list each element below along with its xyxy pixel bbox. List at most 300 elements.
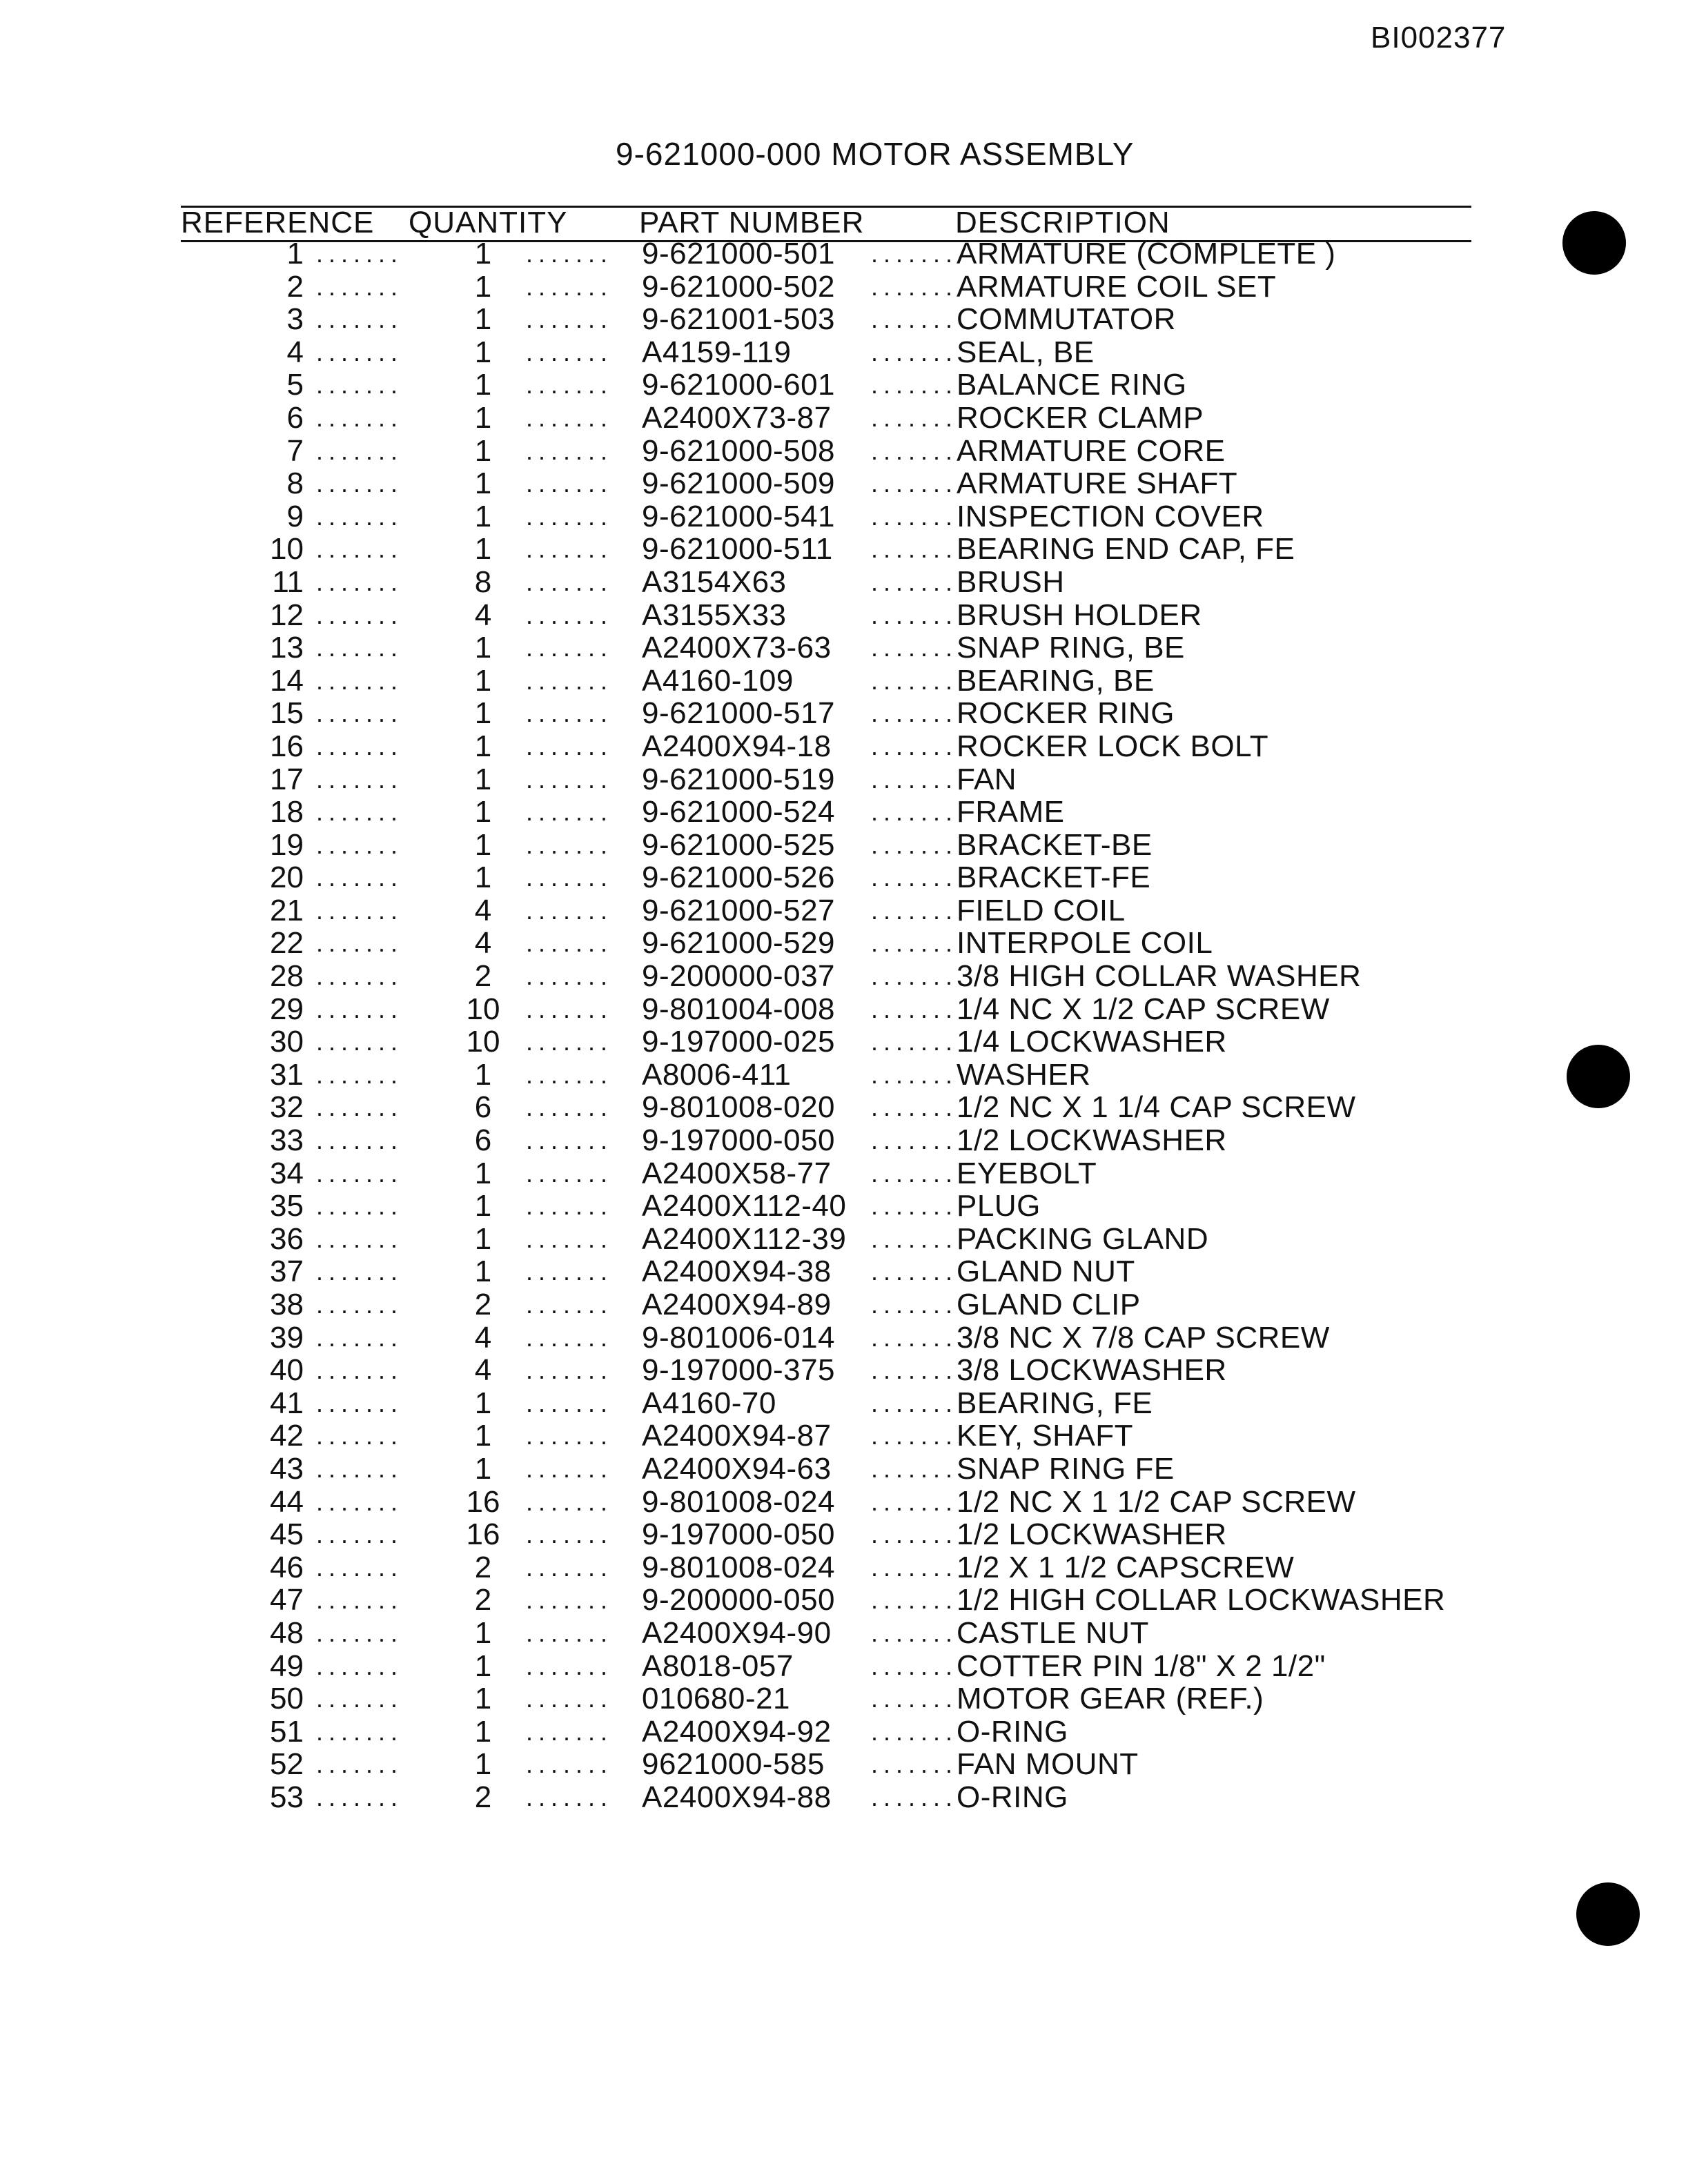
leader-dots: ....... bbox=[526, 337, 614, 366]
leader-dots: ....... bbox=[526, 239, 614, 268]
leader-dots: ....... bbox=[526, 863, 614, 892]
leader-dots: ....... bbox=[871, 731, 959, 760]
leader-dots: ....... bbox=[316, 765, 404, 794]
row-reference: 10 bbox=[270, 532, 304, 567]
table-row bbox=[0, 763, 1686, 796]
leader-dots: ....... bbox=[871, 1618, 959, 1647]
leader-dots: ....... bbox=[316, 1586, 404, 1615]
leader-dots: ....... bbox=[526, 305, 614, 334]
leader-dots: ....... bbox=[526, 371, 614, 400]
table-row bbox=[0, 1354, 1686, 1387]
leader-dots: ....... bbox=[526, 1388, 614, 1417]
row-reference: 18 bbox=[270, 795, 304, 829]
leader-dots: ....... bbox=[871, 305, 959, 334]
leader-dots: ....... bbox=[316, 1782, 404, 1811]
table-row bbox=[0, 796, 1686, 829]
row-quantity: 10 bbox=[466, 992, 500, 1026]
row-part-number: 9-801008-024 bbox=[642, 1550, 836, 1584]
row-description: BEARING END CAP, FE bbox=[957, 532, 1295, 567]
leader-dots: ....... bbox=[526, 1192, 614, 1221]
leader-dots: ....... bbox=[871, 994, 959, 1023]
parts-list bbox=[0, 237, 1686, 1814]
table-row bbox=[0, 1223, 1686, 1256]
row-quantity: 1 bbox=[474, 499, 492, 533]
row-description: MOTOR GEAR (REF.) bbox=[957, 1682, 1264, 1716]
leader-dots: ....... bbox=[871, 1782, 959, 1811]
row-quantity: 6 bbox=[474, 1123, 492, 1158]
row-reference: 29 bbox=[270, 992, 304, 1026]
row-reference: 8 bbox=[286, 466, 304, 501]
row-quantity: 1 bbox=[474, 269, 492, 304]
row-part-number: A2400X94-90 bbox=[642, 1615, 832, 1650]
row-quantity: 1 bbox=[474, 729, 492, 763]
row-part-number: 9-621000-508 bbox=[642, 433, 836, 468]
leader-dots: ....... bbox=[526, 1651, 614, 1680]
row-quantity: 8 bbox=[474, 564, 492, 599]
row-quantity: 1 bbox=[474, 1057, 492, 1092]
table-row bbox=[0, 993, 1686, 1026]
leader-dots: ....... bbox=[316, 1159, 404, 1188]
row-description: PACKING GLAND bbox=[957, 1221, 1209, 1256]
leader-dots: ....... bbox=[316, 1323, 404, 1352]
leader-dots: ....... bbox=[316, 1027, 404, 1056]
leader-dots: ....... bbox=[526, 436, 614, 465]
table-row bbox=[0, 402, 1686, 435]
leader-dots: ....... bbox=[526, 1487, 614, 1516]
row-part-number: 9-621000-517 bbox=[642, 696, 836, 731]
row-quantity: 1 bbox=[474, 302, 492, 337]
leader-dots: ....... bbox=[526, 1684, 614, 1713]
leader-dots: ....... bbox=[871, 1553, 959, 1582]
row-quantity: 4 bbox=[474, 1353, 492, 1388]
leader-dots: ....... bbox=[871, 830, 959, 859]
row-quantity: 1 bbox=[474, 335, 492, 369]
leader-dots: ....... bbox=[316, 1520, 404, 1549]
table-row bbox=[0, 1748, 1686, 1781]
row-reference: 32 bbox=[270, 1090, 304, 1125]
table-row bbox=[0, 1650, 1686, 1683]
row-reference: 15 bbox=[270, 696, 304, 731]
leader-dots: ....... bbox=[526, 469, 614, 498]
row-part-number: 9-621000-525 bbox=[642, 827, 836, 862]
leader-dots: ....... bbox=[316, 1192, 404, 1221]
row-description: 1/2 HIGH COLLAR LOCKWASHER bbox=[957, 1583, 1446, 1617]
row-reference: 31 bbox=[270, 1057, 304, 1092]
table-row bbox=[0, 861, 1686, 894]
table-row bbox=[0, 631, 1686, 665]
table-row bbox=[0, 1190, 1686, 1223]
row-reference: 35 bbox=[270, 1189, 304, 1223]
table-row bbox=[0, 1288, 1686, 1321]
leader-dots: ....... bbox=[316, 1618, 404, 1647]
row-quantity: 10 bbox=[466, 1025, 500, 1059]
leader-dots: ....... bbox=[526, 1093, 614, 1122]
table-row bbox=[0, 1124, 1686, 1157]
row-part-number: 9-197000-025 bbox=[642, 1025, 836, 1059]
table-row bbox=[0, 368, 1686, 402]
row-description: PLUG bbox=[957, 1189, 1041, 1223]
leader-dots: ....... bbox=[316, 239, 404, 268]
row-quantity: 1 bbox=[474, 1615, 492, 1650]
leader-dots: ....... bbox=[526, 272, 614, 301]
table-row bbox=[0, 270, 1686, 304]
leader-dots: ....... bbox=[316, 731, 404, 760]
row-part-number: A2400X94-63 bbox=[642, 1451, 832, 1486]
header-reference: REFERENCE bbox=[181, 206, 375, 239]
document-id: BI002377 bbox=[1371, 21, 1507, 55]
row-quantity: 2 bbox=[474, 1288, 492, 1321]
row-part-number: A4160-109 bbox=[642, 663, 794, 698]
row-description: INTERPOLE COIL bbox=[957, 926, 1213, 961]
leader-dots: ....... bbox=[871, 1750, 959, 1779]
leader-dots: ....... bbox=[316, 1290, 404, 1319]
row-part-number: A3154X63 bbox=[642, 564, 787, 599]
table-row bbox=[0, 435, 1686, 468]
row-part-number: A2400X73-63 bbox=[642, 631, 832, 665]
leader-dots: ....... bbox=[526, 1782, 614, 1811]
leader-dots: ....... bbox=[526, 1586, 614, 1615]
leader-dots: ....... bbox=[526, 1618, 614, 1647]
row-description: ARMATURE (COMPLETE ) bbox=[957, 237, 1336, 270]
row-part-number: A2400X94-87 bbox=[642, 1419, 832, 1453]
table-row bbox=[0, 1059, 1686, 1092]
row-reference: 41 bbox=[270, 1386, 304, 1420]
table-row bbox=[0, 1584, 1686, 1617]
leader-dots: ....... bbox=[526, 1553, 614, 1582]
row-description: 1/4 LOCKWASHER bbox=[957, 1025, 1227, 1059]
leader-dots: ....... bbox=[316, 1356, 404, 1385]
row-quantity: 1 bbox=[474, 1451, 492, 1486]
leader-dots: ....... bbox=[871, 1717, 959, 1746]
row-quantity: 1 bbox=[474, 1189, 492, 1223]
row-part-number: A2400X94-88 bbox=[642, 1780, 832, 1814]
row-description: FAN bbox=[957, 762, 1017, 796]
row-part-number: 9-197000-050 bbox=[642, 1123, 836, 1158]
row-reference: 11 bbox=[272, 564, 304, 599]
table-row bbox=[0, 894, 1686, 927]
row-description: ARMATURE COIL SET bbox=[957, 269, 1277, 304]
leader-dots: ....... bbox=[526, 600, 614, 629]
leader-dots: ....... bbox=[871, 371, 959, 400]
row-description: ROCKER LOCK BOLT bbox=[957, 729, 1269, 763]
leader-dots: ....... bbox=[316, 272, 404, 301]
leader-dots: ....... bbox=[871, 502, 959, 531]
row-quantity: 1 bbox=[474, 237, 492, 270]
row-part-number: 9-197000-375 bbox=[642, 1353, 836, 1388]
row-reference: 33 bbox=[270, 1123, 304, 1158]
table-row bbox=[0, 1387, 1686, 1420]
table-row bbox=[0, 1682, 1686, 1715]
leader-dots: ....... bbox=[526, 1027, 614, 1056]
table-row bbox=[0, 829, 1686, 862]
row-reference: 53 bbox=[270, 1780, 304, 1814]
row-reference: 17 bbox=[270, 762, 304, 796]
row-part-number: A4159-119 bbox=[642, 335, 792, 369]
leader-dots: ....... bbox=[526, 731, 614, 760]
row-reference: 9 bbox=[286, 499, 304, 533]
leader-dots: ....... bbox=[871, 1684, 959, 1713]
row-reference: 39 bbox=[270, 1320, 304, 1355]
row-reference: 21 bbox=[270, 893, 304, 927]
row-description: COMMUTATOR bbox=[957, 302, 1176, 337]
row-description: FIELD COIL bbox=[957, 893, 1126, 927]
leader-dots: ....... bbox=[871, 1454, 959, 1483]
row-quantity: 1 bbox=[474, 400, 492, 435]
row-description: INSPECTION COVER bbox=[957, 499, 1264, 533]
row-part-number: A3155X33 bbox=[642, 598, 787, 632]
row-reference: 44 bbox=[270, 1484, 304, 1519]
table-row bbox=[0, 1255, 1686, 1288]
row-quantity: 1 bbox=[474, 1419, 492, 1453]
leader-dots: ....... bbox=[871, 239, 959, 268]
row-description: SNAP RING, BE bbox=[957, 631, 1185, 665]
row-quantity: 1 bbox=[474, 827, 492, 862]
leader-dots: ....... bbox=[316, 1553, 404, 1582]
leader-dots: ....... bbox=[526, 1159, 614, 1188]
table-row bbox=[0, 665, 1686, 698]
table-row bbox=[0, 237, 1686, 270]
header-description: DESCRIPTION bbox=[955, 206, 1170, 239]
row-description: BALANCE RING bbox=[957, 368, 1187, 402]
leader-dots: ....... bbox=[871, 1027, 959, 1056]
row-description: 1/2 NC X 1 1/4 CAP SCREW bbox=[957, 1090, 1356, 1125]
leader-dots: ....... bbox=[871, 765, 959, 794]
leader-dots: ....... bbox=[526, 1520, 614, 1549]
row-description: 1/2 X 1 1/2 CAPSCREW bbox=[957, 1550, 1295, 1584]
row-reference: 12 bbox=[270, 598, 304, 632]
leader-dots: ....... bbox=[871, 1159, 959, 1188]
row-quantity: 6 bbox=[474, 1090, 492, 1125]
row-reference: 43 bbox=[270, 1451, 304, 1486]
table-row bbox=[0, 599, 1686, 632]
leader-dots: ....... bbox=[871, 863, 959, 892]
leader-dots: ....... bbox=[526, 1126, 614, 1155]
table-row bbox=[0, 1715, 1686, 1749]
leader-dots: ....... bbox=[316, 1224, 404, 1253]
row-reference: 50 bbox=[270, 1682, 304, 1716]
row-part-number: 9-200000-037 bbox=[642, 959, 836, 994]
leader-dots: ....... bbox=[871, 1060, 959, 1089]
leader-dots: ....... bbox=[316, 502, 404, 531]
row-quantity: 4 bbox=[474, 1320, 492, 1355]
row-description: ROCKER CLAMP bbox=[957, 400, 1204, 435]
leader-dots: ....... bbox=[871, 436, 959, 465]
row-quantity: 1 bbox=[474, 1682, 492, 1716]
leader-dots: ....... bbox=[316, 1093, 404, 1122]
row-reference: 1 bbox=[286, 237, 304, 270]
table-row bbox=[0, 336, 1686, 369]
leader-dots: ....... bbox=[526, 994, 614, 1023]
leader-dots: ....... bbox=[316, 929, 404, 958]
row-description: 1/4 NC X 1/2 CAP SCREW bbox=[957, 992, 1330, 1026]
row-part-number: A2400X94-18 bbox=[642, 729, 832, 763]
row-reference: 49 bbox=[270, 1649, 304, 1683]
row-quantity: 1 bbox=[474, 795, 492, 829]
header-part-number: PART NUMBER bbox=[639, 206, 865, 239]
table-row bbox=[0, 927, 1686, 960]
leader-dots: ....... bbox=[871, 699, 959, 728]
leader-dots: ....... bbox=[871, 1520, 959, 1549]
row-description: ARMATURE CORE bbox=[957, 433, 1226, 468]
leader-dots: ....... bbox=[316, 1126, 404, 1155]
binder-hole-bottom bbox=[1576, 1882, 1640, 1946]
row-part-number: 9621000-585 bbox=[642, 1747, 825, 1782]
row-description: SNAP RING FE bbox=[957, 1451, 1175, 1486]
leader-dots: ....... bbox=[871, 1586, 959, 1615]
row-description: SEAL, BE bbox=[957, 335, 1095, 369]
leader-dots: ....... bbox=[316, 798, 404, 827]
leader-dots: ....... bbox=[526, 765, 614, 794]
row-part-number: 9-621000-526 bbox=[642, 860, 836, 895]
leader-dots: ....... bbox=[316, 1651, 404, 1680]
table-row bbox=[0, 500, 1686, 533]
row-reference: 3 bbox=[286, 302, 304, 337]
row-reference: 46 bbox=[270, 1550, 304, 1584]
leader-dots: ....... bbox=[316, 1060, 404, 1089]
leader-dots: ....... bbox=[316, 436, 404, 465]
row-quantity: 1 bbox=[474, 1156, 492, 1190]
leader-dots: ....... bbox=[526, 1290, 614, 1319]
row-reference: 19 bbox=[270, 827, 304, 862]
leader-dots: ....... bbox=[316, 1717, 404, 1746]
leader-dots: ....... bbox=[526, 962, 614, 991]
leader-dots: ....... bbox=[316, 535, 404, 564]
row-part-number: 010680-21 bbox=[642, 1682, 790, 1716]
row-reference: 14 bbox=[270, 663, 304, 698]
row-quantity: 1 bbox=[474, 1649, 492, 1683]
row-part-number: 9-801008-020 bbox=[642, 1090, 836, 1125]
leader-dots: ....... bbox=[526, 929, 614, 958]
leader-dots: ....... bbox=[316, 830, 404, 859]
row-quantity: 4 bbox=[474, 893, 492, 927]
row-reference: 38 bbox=[270, 1288, 304, 1321]
row-reference: 42 bbox=[270, 1419, 304, 1453]
row-description: COTTER PIN 1/8" X 2 1/2" bbox=[957, 1649, 1326, 1683]
row-description: FRAME bbox=[957, 795, 1065, 829]
leader-dots: ....... bbox=[526, 1356, 614, 1385]
row-reference: 37 bbox=[270, 1255, 304, 1289]
leader-dots: ....... bbox=[871, 896, 959, 925]
row-part-number: 9-621000-519 bbox=[642, 762, 836, 796]
leader-dots: ....... bbox=[871, 272, 959, 301]
row-quantity: 1 bbox=[474, 663, 492, 698]
leader-dots: ....... bbox=[526, 1224, 614, 1253]
row-reference: 51 bbox=[270, 1714, 304, 1749]
row-description: BRACKET-FE bbox=[957, 860, 1151, 895]
leader-dots: ....... bbox=[526, 403, 614, 432]
row-part-number: 9-801004-008 bbox=[642, 992, 836, 1026]
binder-hole-middle bbox=[1567, 1045, 1630, 1108]
row-part-number: A8006-411 bbox=[642, 1057, 792, 1092]
row-description: 3/8 NC X 7/8 CAP SCREW bbox=[957, 1320, 1330, 1355]
table-row bbox=[0, 960, 1686, 993]
leader-dots: ....... bbox=[316, 1454, 404, 1483]
leader-dots: ....... bbox=[316, 371, 404, 400]
leader-dots: ....... bbox=[316, 1487, 404, 1516]
row-reference: 20 bbox=[270, 860, 304, 895]
row-description: O-RING bbox=[957, 1714, 1068, 1749]
leader-dots: ....... bbox=[871, 798, 959, 827]
table-row bbox=[0, 1157, 1686, 1190]
page-title: 9-621000-000 MOTOR ASSEMBLY bbox=[616, 136, 1135, 172]
binder-hole-top bbox=[1562, 211, 1626, 275]
table-row bbox=[0, 730, 1686, 763]
row-quantity: 1 bbox=[474, 1714, 492, 1749]
leader-dots: ....... bbox=[871, 535, 959, 564]
leader-dots: ....... bbox=[316, 469, 404, 498]
row-reference: 52 bbox=[270, 1747, 304, 1782]
leader-dots: ....... bbox=[871, 666, 959, 695]
leader-dots: ....... bbox=[316, 994, 404, 1023]
row-part-number: 9-621000-529 bbox=[642, 926, 836, 961]
row-part-number: 9-621000-524 bbox=[642, 795, 836, 829]
row-part-number: 9-621000-601 bbox=[642, 368, 836, 402]
row-part-number: 9-801006-014 bbox=[642, 1320, 836, 1355]
leader-dots: ....... bbox=[871, 1356, 959, 1385]
leader-dots: ....... bbox=[871, 1421, 959, 1450]
row-reference: 48 bbox=[270, 1615, 304, 1650]
row-description: EYEBOLT bbox=[957, 1156, 1097, 1190]
row-description: GLAND CLIP bbox=[957, 1288, 1141, 1321]
row-part-number: 9-197000-050 bbox=[642, 1517, 836, 1552]
row-description: BRACKET-BE bbox=[957, 827, 1153, 862]
row-description: ARMATURE SHAFT bbox=[957, 466, 1238, 501]
row-part-number: 9-621000-501 bbox=[642, 237, 836, 270]
leader-dots: ....... bbox=[316, 896, 404, 925]
row-quantity: 2 bbox=[474, 1550, 492, 1584]
leader-dots: ....... bbox=[871, 1093, 959, 1122]
table-row bbox=[0, 1419, 1686, 1453]
row-part-number: 9-621000-527 bbox=[642, 893, 836, 927]
leader-dots: ....... bbox=[316, 1257, 404, 1286]
row-description: FAN MOUNT bbox=[957, 1747, 1139, 1782]
row-quantity: 1 bbox=[474, 696, 492, 731]
row-description: CASTLE NUT bbox=[957, 1615, 1149, 1650]
row-description: ROCKER RING bbox=[957, 696, 1175, 731]
row-reference: 7 bbox=[286, 433, 304, 468]
leader-dots: ....... bbox=[526, 830, 614, 859]
row-quantity: 16 bbox=[466, 1517, 500, 1552]
row-reference: 34 bbox=[270, 1156, 304, 1190]
row-part-number: A2400X94-89 bbox=[642, 1288, 832, 1321]
row-quantity: 2 bbox=[474, 959, 492, 994]
row-quantity: 1 bbox=[474, 433, 492, 468]
leader-dots: ....... bbox=[526, 1257, 614, 1286]
row-description: 1/2 LOCKWASHER bbox=[957, 1123, 1227, 1158]
table-row bbox=[0, 1486, 1686, 1519]
row-quantity: 1 bbox=[474, 1386, 492, 1420]
leader-dots: ....... bbox=[316, 403, 404, 432]
row-quantity: 1 bbox=[474, 762, 492, 796]
table-row bbox=[0, 1321, 1686, 1355]
row-quantity: 16 bbox=[466, 1484, 500, 1519]
table-row bbox=[0, 303, 1686, 336]
row-part-number: 9-621000-509 bbox=[642, 466, 836, 501]
table-row bbox=[0, 1091, 1686, 1124]
leader-dots: ....... bbox=[871, 337, 959, 366]
row-part-number: 9-621001-503 bbox=[642, 302, 836, 337]
leader-dots: ....... bbox=[316, 666, 404, 695]
row-reference: 5 bbox=[286, 368, 304, 402]
table-row bbox=[0, 467, 1686, 500]
row-part-number: A2400X94-92 bbox=[642, 1714, 832, 1749]
leader-dots: ....... bbox=[526, 798, 614, 827]
row-quantity: 4 bbox=[474, 598, 492, 632]
row-description: 3/8 LOCKWASHER bbox=[957, 1353, 1227, 1388]
row-quantity: 2 bbox=[474, 1780, 492, 1814]
row-description: WASHER bbox=[957, 1057, 1091, 1092]
row-quantity: 1 bbox=[474, 860, 492, 895]
